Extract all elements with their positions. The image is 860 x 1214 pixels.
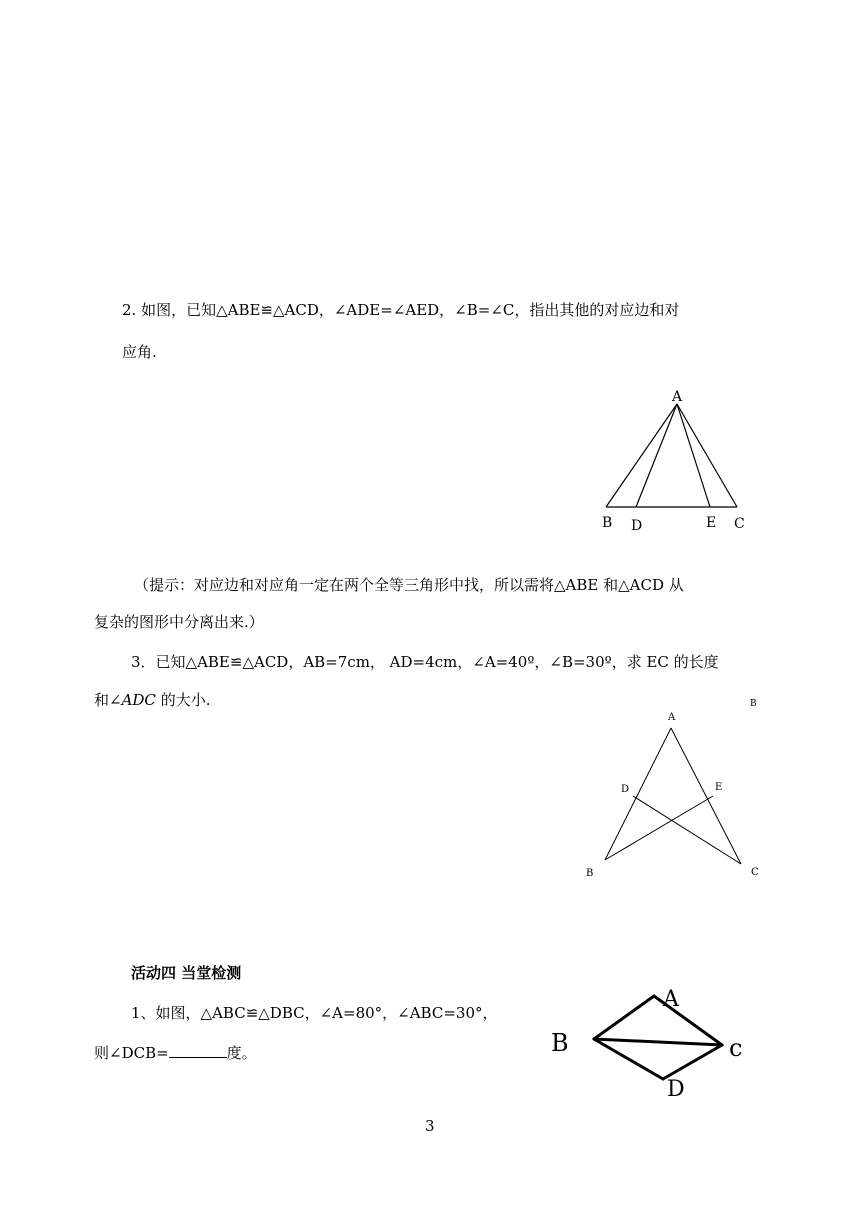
segment-ae (677, 404, 710, 507)
problem3-angle-adc: ADC (121, 691, 156, 709)
problem2-line1: 2. 如图，已知△ABE≌△ACD，∠ADE=∠AED，∠B=∠C，指出其他的对应边和对 (122, 301, 680, 319)
segment-ba (594, 996, 654, 1039)
segment-bc (594, 1039, 722, 1045)
problem3-line2 (94, 690, 210, 710)
label-b: B (586, 868, 594, 879)
label-c: c (729, 1034, 743, 1062)
problem3-line2-pre: 和∠ (94, 691, 122, 709)
hint-line1: （提示：对应边和对应角一定在两个全等三角形中找，所以需将△ABE 和△ACD 从 (134, 576, 684, 594)
problem3-line2-post: 的大小. (155, 691, 211, 709)
answer-blank[interactable] (169, 1043, 227, 1058)
label-c: C (751, 867, 759, 878)
label-a: A (668, 712, 676, 723)
figure-quadrilateral-abcd (548, 980, 758, 1100)
activity4-title: 活动四 当堂检测 (131, 964, 242, 982)
q1-line2-pre: 则∠DCB= (94, 1044, 169, 1062)
label-corner-b: B (750, 699, 757, 709)
segment-ab (606, 404, 677, 507)
activity4-q1-line2 (94, 1043, 257, 1063)
label-a: A (663, 987, 679, 1012)
label-d: D (631, 518, 643, 534)
label-d: D (621, 784, 630, 795)
label-c: C (734, 516, 745, 532)
label-b: B (602, 515, 613, 531)
segment-dc (633, 796, 741, 864)
problem2-line2: 应角. (122, 343, 157, 361)
label-b: B (551, 1029, 569, 1057)
page-number: 3 (425, 1117, 435, 1135)
label-a: A (672, 389, 683, 405)
segment-ac (671, 728, 741, 864)
segment-bd (594, 1039, 663, 1079)
label-e: E (706, 515, 717, 531)
figure-triangle-abde (596, 386, 756, 536)
label-e: E (715, 782, 723, 793)
problem3-line1: 3．已知△ABE≌△ACD，AB=7cm， AD=4cm，∠A=40º，∠B=30º，求 EC 的长度 (131, 653, 719, 671)
hint-line2: 复杂的图形中分离出来.） (94, 613, 264, 631)
segment-ac (677, 404, 737, 507)
figure-crossing-triangles (580, 700, 765, 885)
segment-dc (663, 1045, 722, 1079)
label-d: D (667, 1077, 685, 1102)
activity4-q1-line1: 1、如图，△ABC≌△DBC，∠A=80°，∠ABC=30°， (131, 1004, 498, 1022)
q1-line2-post: 度。 (226, 1044, 257, 1062)
